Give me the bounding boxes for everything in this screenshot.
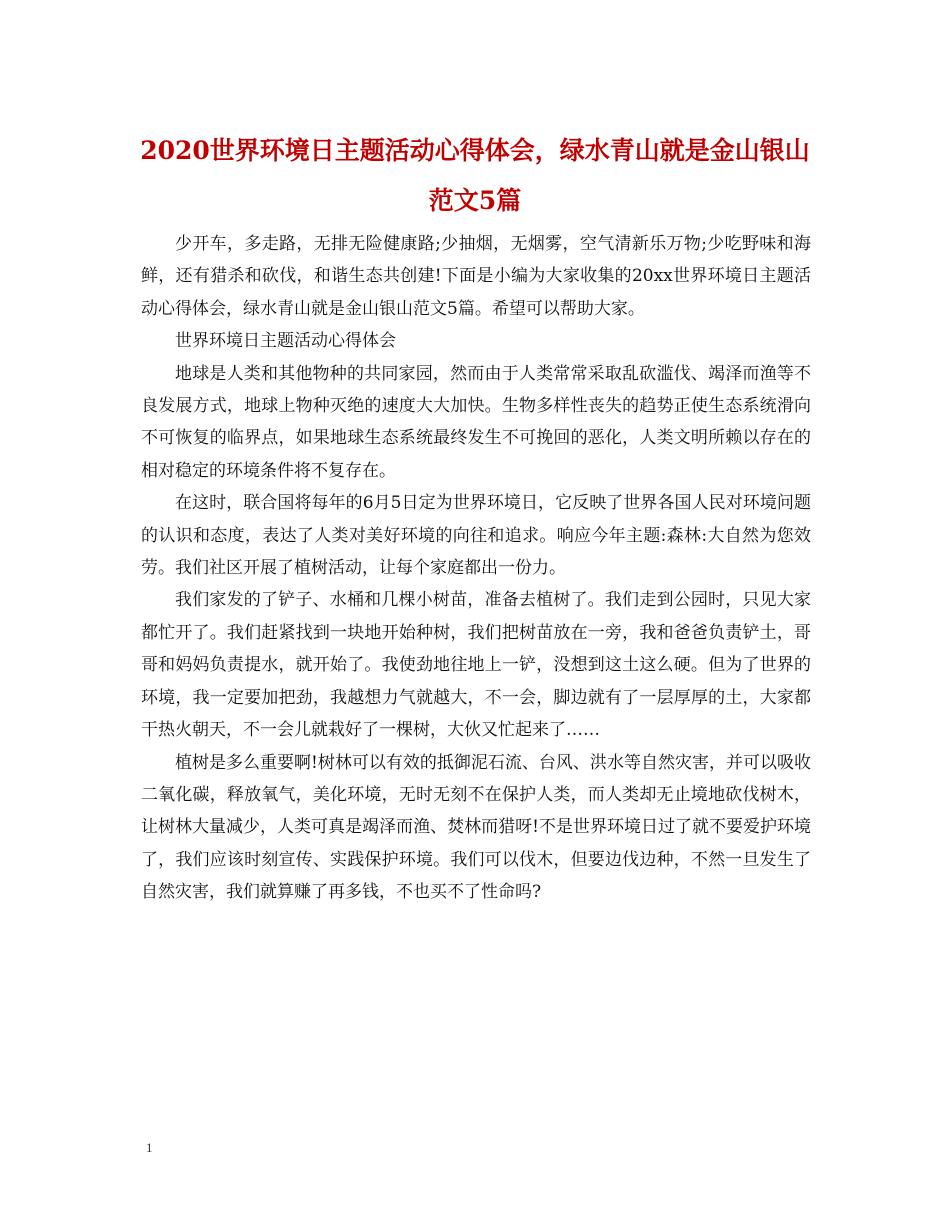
document-title (120, 126, 830, 226)
page-number: 1 (146, 1140, 153, 1155)
title-line-1: 2020世界环境日主题活动心得体会，绿水青山就是金山银山 (140, 136, 810, 165)
document-body (141, 228, 811, 909)
body-paragraph: 植树是多么重要啊!树林可以有效的抵御泥石流、台风、洪水等自然灾害，并可以吸收二氧化碳，释放氧气，美化环境，无时无刻不在保护人类，而人类却无止境地砍伐树木，让树林大量减少，人类可真是竭泽而渔、焚林而猎呀!不是世界环境日过了就不要爱护环境了，我们应该时刻宣传、实践保护环境。我们可以伐木，但要边伐边种，不然一旦发生了自然灾害，我们就算赚了再多钱，不也买不了性命吗? (141, 752, 811, 903)
section-heading: 世界环境日主题活动心得体会 (175, 331, 396, 352)
body-paragraph: 我们家发的了铲子、水桶和几棵小树苗，准备去植树了。我们走到公园时，只见大家都忙开了。我们赶紧找到一块地开始种树，我们把树苗放在一旁，我和爸爸负责铲土，哥哥和妈妈负责提水，就开始了。我使劲地往地上一铲，没想到这土这么硬。但为了世界的环境，我一定要加把劲，我越想力气就越大，不一会，脚边就有了一层厚厚的土，大家都干热火朝天，不一会儿就栽好了一棵树，大伙又忙起来了…… (141, 590, 811, 741)
body-paragraph: 在这时，联合国将每年的6月5日定为世界环境日，它反映了世界各国人民对环境问题的认识和态度，表达了人类对美好环境的向往和追求。响应今年主题:森林:大自然为您效劳。我们社区开展了植树活动，让每个家庭都出一份力。 (141, 493, 811, 579)
intro-paragraph: 少开车，多走路，无排无险健康路;少抽烟，无烟雾，空气清新乐万物;少吃野味和海鲜，还有猎杀和砍伐，和谐生态共创建!下面是小编为大家收集的20xx世界环境日主题活动心得体会，绿水青山就是金山银山范文5篇。希望可以帮助大家。 (141, 234, 811, 319)
title-line-2: 范文5篇 (428, 186, 522, 215)
body-paragraph: 地球是人类和其他物种的共同家园，然而由于人类常常采取乱砍滥伐、竭泽而渔等不良发展方式，地球上物种灭绝的速度大大加快。生物多样性丧失的趋势正使生态系统滑向不可恢复的临界点，如果地球生态系统最终发生不可挽回的恶化，人类文明所赖以存在的相对稳定的环境条件将不复存在。 (141, 363, 811, 481)
